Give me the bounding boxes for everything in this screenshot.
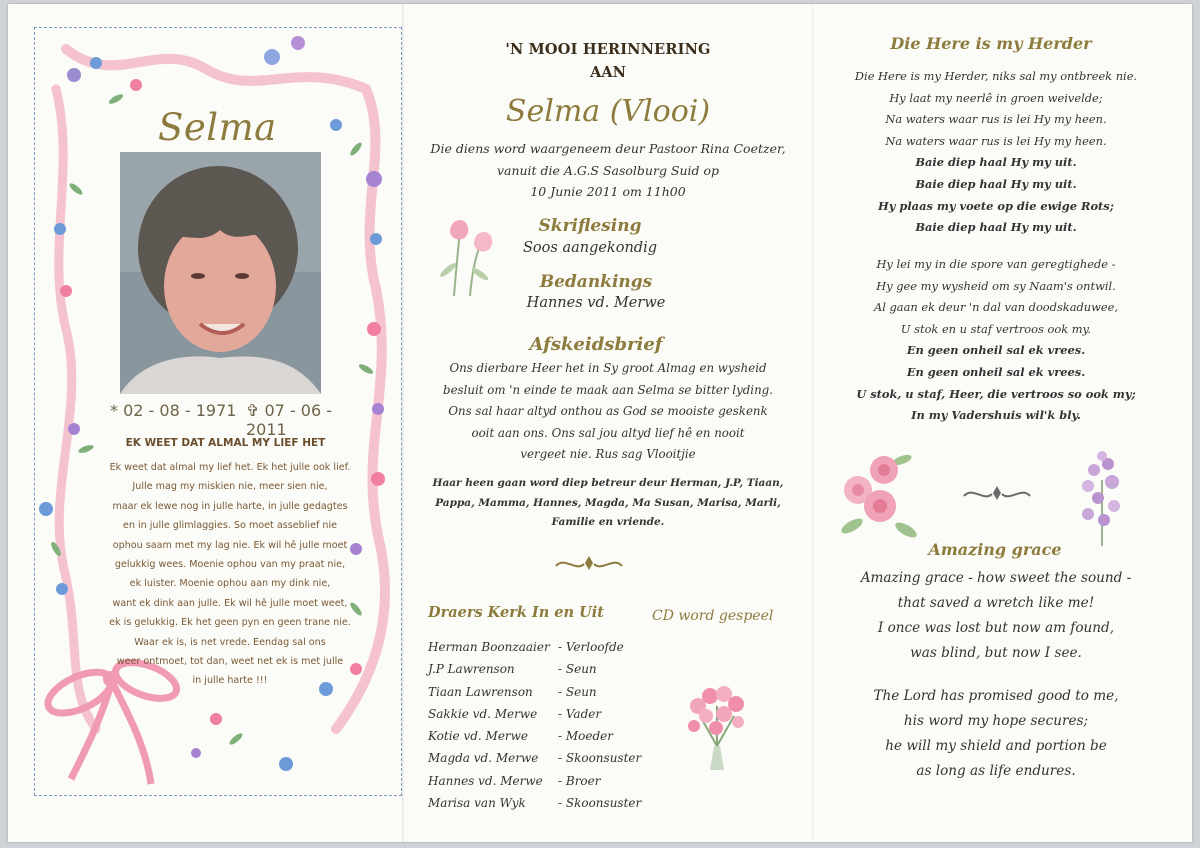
hymn-line: that saved a wretch like me! (897, 595, 1095, 611)
poem-line: Waar ek is, is net vrede. Eendag sal ons (134, 636, 326, 648)
scripture-value: Soos aangekondig (523, 240, 657, 256)
fold-line-left (402, 4, 404, 842)
hymn-line: was blind, but now I see. (910, 645, 1082, 661)
psalm-line: Al gaan ek deur 'n dal van doodskaduwee, (874, 300, 1118, 315)
hymn-line: Amazing grace - how sweet the sound - (860, 570, 1132, 586)
poem-line: gelukkig wees. Moenie ophou van my praat nie, (114, 559, 346, 571)
poem-line: en in julle glimlaggies. So moet asseblief nie (122, 520, 338, 532)
hymn-stanza-1 (826, 566, 1166, 666)
poem-line: Ek weet dat almal my lief het. Ek het julle ook lief. (109, 462, 351, 473)
deceased-full-name: Selma (Vlooi) (505, 94, 711, 129)
fold-line-right (812, 4, 814, 842)
farewell-line: Ons sal haar altyd onthou as God se mooiste geskenk (448, 404, 768, 418)
cd-played-text: CD word gespeel (652, 608, 774, 624)
psalm-line: Hy laat my neerlê in groen weivelde; (889, 90, 1103, 105)
psalm-line: Hy plaas my voete op die ewige Rots; (878, 198, 1114, 213)
flourish-ornament-icon (962, 482, 1032, 504)
list-item: Kotie vd. Merwe - Moeder (428, 729, 614, 744)
poem-text (104, 458, 356, 691)
bearers-list (428, 636, 668, 814)
poem-line: in julle harte !!! (192, 675, 268, 687)
list-item: Marisa van Wyk - Skoonsuster (428, 796, 642, 811)
poem-line: ophou saam met my lag nie. Ek wil hê julle moet (112, 539, 348, 551)
service-line: Die diens word waargeneem deur Pastoor Rina Coetzer, (430, 141, 786, 156)
poem-line: want ek dink aan julle. Ek wil hê julle moet weet, (112, 597, 348, 609)
poem-line: ek is gelukkig. Ek het geen pyn en geen trane nie. (109, 617, 351, 629)
psalm-stanza-1 (826, 66, 1166, 239)
bearers-title: Draers Kerk In en Uit (428, 604, 604, 621)
hymn-line: his word my hope secures; (903, 713, 1089, 729)
poem-line: Julle mag my miskien nie, meer sien nie, (132, 481, 328, 493)
star-icon: * (110, 401, 118, 420)
mourners-line: Familie en vriende. (551, 516, 665, 528)
portrait-photo (120, 152, 321, 394)
psalm-line: Na waters waar rus is lei Hy my heen. (885, 133, 1107, 148)
psalm-line: Hy lei my in die spore van geregtighede - (876, 257, 1116, 271)
psalm-line: U stok en u staf vertroos ook my. (900, 321, 1092, 336)
hymn-line: he will my shield and portion be (885, 738, 1107, 754)
farewell-letter (420, 358, 796, 466)
farewell-title: Afskeidsbrief (529, 334, 663, 355)
hymn-line: The Lord has promised good to me, (873, 688, 1119, 704)
death-date: ✞ 07 - 06 - 2011 (246, 401, 333, 439)
farewell-line: besluit om 'n einde te maak aan Selma se bitter lyding. (443, 382, 773, 397)
psalm-line: U stok, u staf, Heer, die vertroos so ook my; (856, 386, 1136, 401)
list-item: J.P Lawrenson - Seun (428, 662, 597, 677)
hymn-line: I once was lost but now am found, (877, 620, 1115, 636)
list-item: Tiaan Lawrenson - Seun (428, 684, 597, 699)
hymn-title: Amazing grace (928, 540, 1062, 559)
poem-line: weer ontmoet, tot dan, weet net ek is met julle (116, 656, 344, 668)
service-line: vanuit die A.G.S Sasolburg Suid op (496, 162, 720, 178)
scripture-title: Skriflesing (538, 216, 642, 236)
psalm-stanza-2 (826, 254, 1166, 427)
name-title: Selma (158, 106, 277, 149)
thanks-value: Hannes vd. Merwe (526, 295, 666, 311)
psalm-line: Hy gee my wysheid om sy Naam's ontwil. (876, 278, 1116, 293)
psalm-line: Baie diep haal Hy my uit. (915, 155, 1077, 170)
list-item: Hannes vd. Merwe - Broer (428, 773, 601, 788)
service-line: 10 Junie 2011 om 11h00 (530, 184, 686, 199)
portrait-illustration (120, 152, 321, 394)
poem-line: maar ek lewe nog in julle harte, in julle gedagtes (112, 500, 348, 512)
memorial-heading-sub: AAN (590, 64, 626, 81)
mourners-line: Pappa, Mamma, Hannes, Magda, Ma Susan, Marisa, Marli, (435, 496, 781, 509)
farewell-line: ooit aan ons. Ons sal jou altyd lief hê en nooit (471, 425, 745, 440)
flourish-ornament-icon (554, 552, 624, 574)
poem-line: ek luister. Moenie ophou aan my dink nie, (129, 578, 331, 590)
birth-date: * 02 - 08 - 1971 (110, 401, 237, 420)
thanks-title: Bedankings (539, 272, 653, 292)
psalm-line: Na waters waar rus is lei Hy my heen. (885, 112, 1107, 127)
list-item: Magda vd. Merwe - Skoonsuster (428, 751, 642, 766)
rose-cluster-icon (832, 450, 926, 550)
list-item: Herman Boonzaaier - Verloofde (428, 640, 624, 654)
hymn-line: as long as life endures. (916, 763, 1076, 779)
memorial-heading: 'N MOOI HERINNERING (505, 41, 711, 58)
mourners-text (416, 474, 800, 533)
psalm-line: En geen onheil sal ek vrees. (906, 364, 1086, 379)
life-dates (110, 399, 368, 439)
psalm-title: Die Here is my Herder (890, 34, 1092, 53)
lilac-flower-icon (1074, 450, 1130, 546)
farewell-line: vergeet nie. Rus sag Vlooitjie (520, 447, 696, 461)
psalm-line: En geen onheil sal ek vrees. (906, 343, 1086, 358)
hymn-stanza-2 (826, 684, 1166, 784)
poem-title: EK WEET DAT ALMAL MY LIEF HET (125, 437, 326, 449)
psalm-line: In my Vadershuis wil'k bly. (911, 408, 1081, 423)
rose-bouquet-icon (680, 676, 754, 770)
list-item: Sakkie vd. Merwe - Vader (428, 706, 602, 721)
farewell-line: Ons dierbare Heer het in Sy groot Almag en wysheid (449, 361, 767, 375)
psalm-line: Baie diep haal Hy my uit. (915, 176, 1077, 191)
psalm-line: Baie diep haal Hy my uit. (915, 220, 1077, 235)
psalm-line: Die Here is my Herder, niks sal my ontbreek nie. (854, 69, 1138, 83)
cross-icon: ✞ (246, 401, 260, 420)
service-details (416, 138, 800, 203)
mourners-line: Haar heen gaan word diep betreur deur Herman, J.P, Tiaan, (432, 477, 784, 489)
